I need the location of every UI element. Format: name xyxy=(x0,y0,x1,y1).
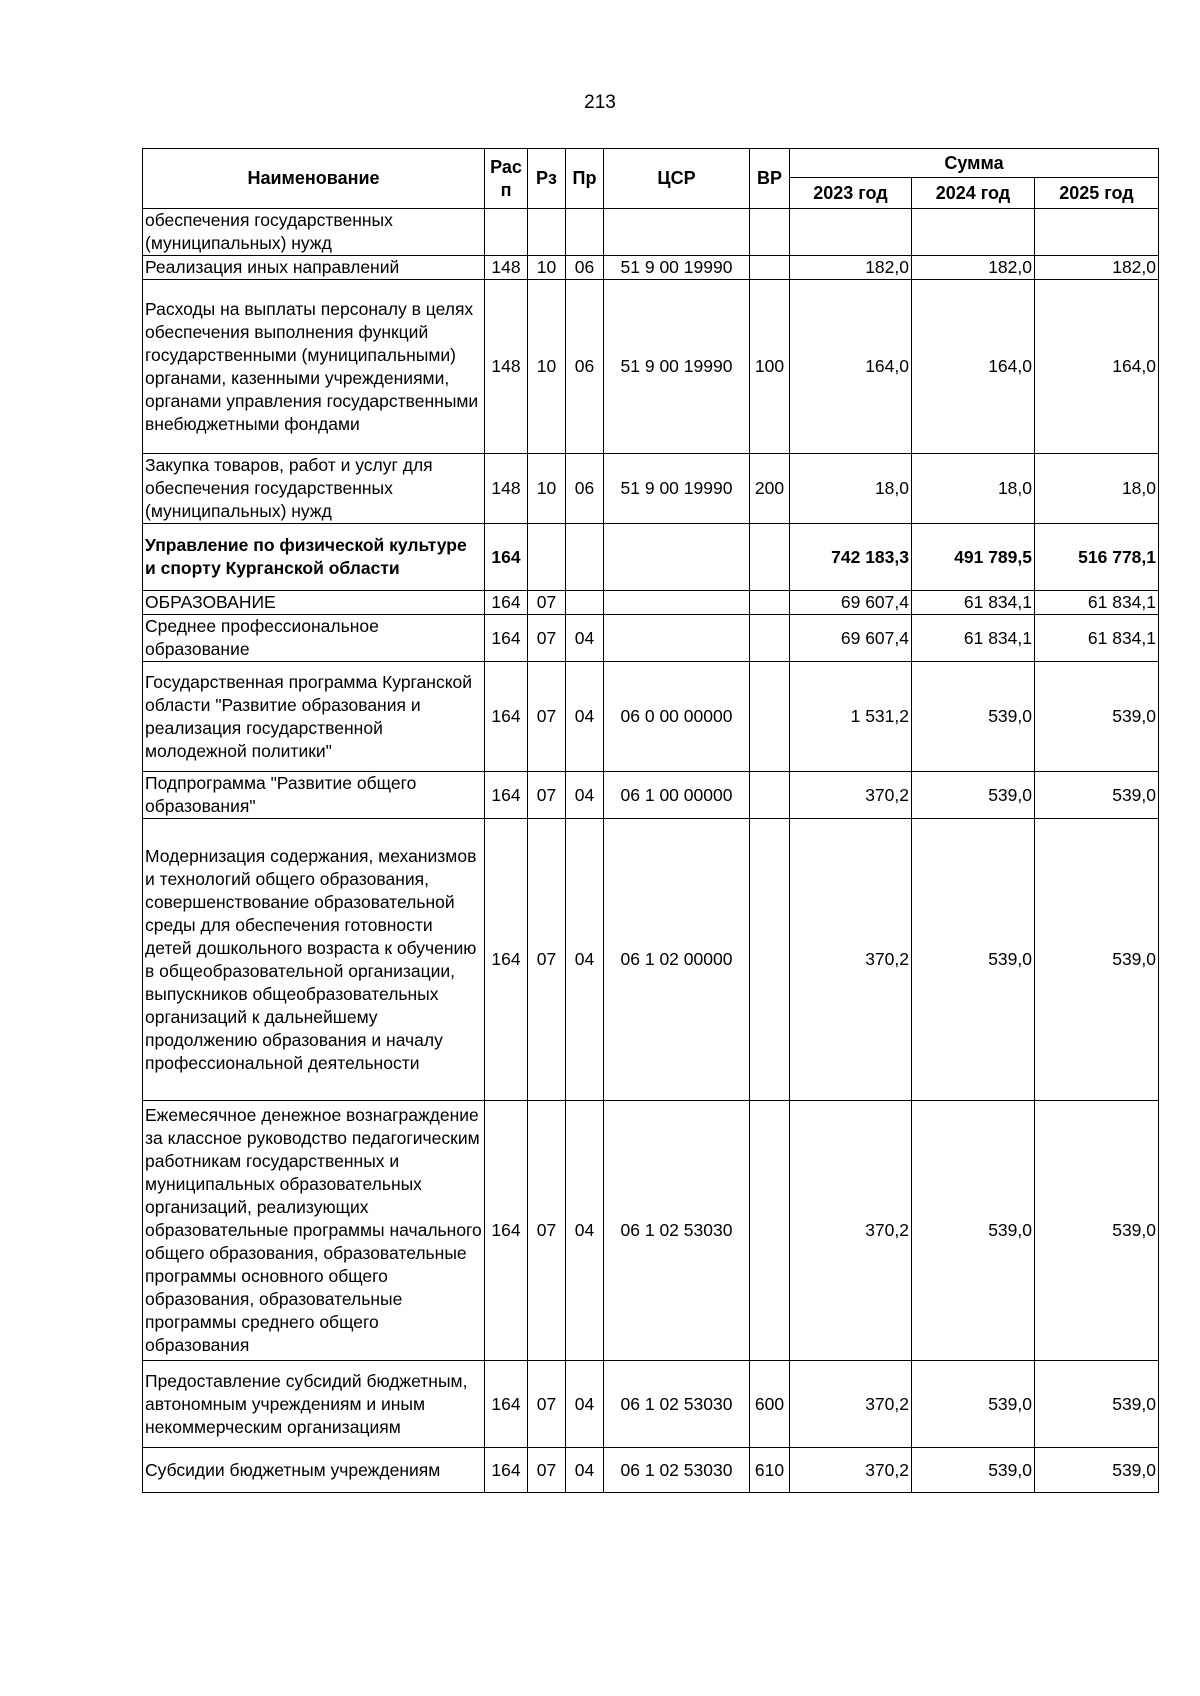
cell-amount-2023: 18,0 xyxy=(790,454,912,524)
cell-csr: 06 1 00 00000 xyxy=(604,772,750,819)
cell-amount-2024: 539,0 xyxy=(912,772,1035,819)
cell-amount-2024: 61 834,1 xyxy=(912,591,1035,615)
cell-pr: 04 xyxy=(566,1448,604,1493)
cell-amount-2023: 69 607,4 xyxy=(790,591,912,615)
cell-name: Модернизация содержания, механизмов и технологий общего образования, совершенствование образовательной среды для обеспечения готовности детей дошкольного возраста к обучению в общеобразовательной организации, выпускников общеобразовательных организаций к дальнейшему продолжению образования и началу профессиональной деятельности xyxy=(143,819,485,1101)
cell-amount-2025: 61 834,1 xyxy=(1035,615,1159,662)
header-vr: ВР xyxy=(750,149,790,209)
cell-name: Государственная программа Курганской области "Развитие образования и реализация государственной молодежной политики" xyxy=(143,662,485,772)
cell-vr xyxy=(750,819,790,1101)
cell-rasp: 164 xyxy=(485,819,528,1101)
cell-pr xyxy=(566,209,604,256)
cell-amount-2023: 370,2 xyxy=(790,1361,912,1448)
cell-pr xyxy=(566,524,604,591)
table-row xyxy=(143,1361,1159,1448)
cell-pr xyxy=(566,591,604,615)
cell-rz: 10 xyxy=(528,256,566,280)
cell-name: ОБРАЗОВАНИЕ xyxy=(143,591,485,615)
cell-csr: 51 9 00 19990 xyxy=(604,256,750,280)
cell-name: Расходы на выплаты персоналу в целях обеспечения выполнения функций государственными (муниципальными) органами, казенными учреждениями, органами управления государственными внебюджетными фондами xyxy=(143,280,485,454)
cell-name: Предоставление субсидий бюджетным, автономным учреждениям и иным некоммерческим организациям xyxy=(143,1361,485,1448)
cell-rz: 07 xyxy=(528,772,566,819)
cell-amount-2025: 164,0 xyxy=(1035,280,1159,454)
cell-rasp: 148 xyxy=(485,454,528,524)
cell-rz xyxy=(528,524,566,591)
cell-amount-2025: 182,0 xyxy=(1035,256,1159,280)
cell-pr: 06 xyxy=(566,256,604,280)
cell-amount-2025: 516 778,1 xyxy=(1035,524,1159,591)
cell-rasp: 164 xyxy=(485,1448,528,1493)
cell-csr xyxy=(604,615,750,662)
cell-amount-2024: 164,0 xyxy=(912,280,1035,454)
cell-name: Подпрограмма "Развитие общего образования" xyxy=(143,772,485,819)
cell-csr: 51 9 00 19990 xyxy=(604,454,750,524)
cell-name: Среднее профессиональное образование xyxy=(143,615,485,662)
cell-name: Реализация иных направлений xyxy=(143,256,485,280)
table-row xyxy=(143,1101,1159,1361)
cell-amount-2024: 18,0 xyxy=(912,454,1035,524)
cell-amount-2023: 742 183,3 xyxy=(790,524,912,591)
cell-name: обеспечения государственных (муниципальных) нужд xyxy=(143,209,485,256)
cell-amount-2023: 370,2 xyxy=(790,1101,912,1361)
cell-amount-2025: 539,0 xyxy=(1035,1448,1159,1493)
cell-amount-2024: 539,0 xyxy=(912,1448,1035,1493)
cell-amount-2024: 539,0 xyxy=(912,819,1035,1101)
cell-rasp xyxy=(485,209,528,256)
cell-amount-2024 xyxy=(912,209,1035,256)
table-row xyxy=(143,209,1159,256)
cell-amount-2023: 1 531,2 xyxy=(790,662,912,772)
cell-csr: 06 1 02 00000 xyxy=(604,819,750,1101)
header-rz: Рз xyxy=(528,149,566,209)
cell-rz: 07 xyxy=(528,591,566,615)
cell-amount-2024: 491 789,5 xyxy=(912,524,1035,591)
header-year-2024: 2024 год xyxy=(912,178,1035,209)
table-row xyxy=(143,524,1159,591)
cell-amount-2025: 539,0 xyxy=(1035,662,1159,772)
table-header xyxy=(143,149,1159,209)
cell-amount-2024: 539,0 xyxy=(912,1101,1035,1361)
cell-rz: 07 xyxy=(528,1101,566,1361)
header-sum: Сумма xyxy=(790,149,1159,178)
cell-rz: 07 xyxy=(528,819,566,1101)
cell-vr: 600 xyxy=(750,1361,790,1448)
cell-csr: 51 9 00 19990 xyxy=(604,280,750,454)
cell-pr: 04 xyxy=(566,615,604,662)
header-name: Наименование xyxy=(143,149,485,209)
cell-csr: 06 0 00 00000 xyxy=(604,662,750,772)
cell-vr: 610 xyxy=(750,1448,790,1493)
cell-rasp: 164 xyxy=(485,591,528,615)
cell-amount-2025: 61 834,1 xyxy=(1035,591,1159,615)
cell-csr: 06 1 02 53030 xyxy=(604,1101,750,1361)
table-row xyxy=(143,256,1159,280)
cell-amount-2025: 18,0 xyxy=(1035,454,1159,524)
header-year-2023: 2023 год xyxy=(790,178,912,209)
cell-rasp: 164 xyxy=(485,524,528,591)
cell-amount-2025: 539,0 xyxy=(1035,1101,1159,1361)
cell-vr xyxy=(750,772,790,819)
cell-rz: 07 xyxy=(528,615,566,662)
cell-rasp: 164 xyxy=(485,615,528,662)
cell-amount-2023: 370,2 xyxy=(790,772,912,819)
cell-vr xyxy=(750,662,790,772)
cell-vr xyxy=(750,209,790,256)
table-row xyxy=(143,615,1159,662)
cell-amount-2023: 182,0 xyxy=(790,256,912,280)
cell-name: Управление по физической культуре и спорту Курганской области xyxy=(143,524,485,591)
cell-name: Ежемесячное денежное вознаграждение за классное руководство педагогическим работникам государственных и муниципальных образовательных организаций, реализующих образовательные программы начального общего образования, образовательные программы основного общего образования, образовательные программы среднего общего образования xyxy=(143,1101,485,1361)
header-csr: ЦСР xyxy=(604,149,750,209)
cell-vr xyxy=(750,591,790,615)
page-number: 213 xyxy=(584,92,616,113)
cell-vr xyxy=(750,256,790,280)
cell-pr: 04 xyxy=(566,1361,604,1448)
cell-name: Субсидии бюджетным учреждениям xyxy=(143,1448,485,1493)
table-row xyxy=(143,662,1159,772)
cell-rasp: 148 xyxy=(485,280,528,454)
cell-pr: 04 xyxy=(566,1101,604,1361)
table-body xyxy=(143,209,1159,1493)
cell-rasp: 164 xyxy=(485,1361,528,1448)
cell-pr: 04 xyxy=(566,772,604,819)
cell-amount-2023: 370,2 xyxy=(790,819,912,1101)
header-rasp: Рас п xyxy=(485,149,528,209)
cell-pr: 06 xyxy=(566,454,604,524)
cell-rz: 07 xyxy=(528,1361,566,1448)
table-row xyxy=(143,280,1159,454)
cell-pr: 04 xyxy=(566,819,604,1101)
cell-amount-2024: 539,0 xyxy=(912,662,1035,772)
header-pr: Пр xyxy=(566,149,604,209)
cell-rz: 07 xyxy=(528,662,566,772)
cell-vr xyxy=(750,615,790,662)
cell-amount-2023: 370,2 xyxy=(790,1448,912,1493)
cell-amount-2025: 539,0 xyxy=(1035,772,1159,819)
cell-name: Закупка товаров, работ и услуг для обеспечения государственных (муниципальных) нужд xyxy=(143,454,485,524)
table-row xyxy=(143,1448,1159,1493)
cell-rasp: 164 xyxy=(485,662,528,772)
cell-amount-2024: 182,0 xyxy=(912,256,1035,280)
cell-amount-2023: 69 607,4 xyxy=(790,615,912,662)
cell-pr: 06 xyxy=(566,280,604,454)
cell-rasp: 164 xyxy=(485,772,528,819)
cell-vr xyxy=(750,1101,790,1361)
cell-csr: 06 1 02 53030 xyxy=(604,1448,750,1493)
table-row xyxy=(143,454,1159,524)
cell-amount-2025: 539,0 xyxy=(1035,819,1159,1101)
table-row xyxy=(143,819,1159,1101)
cell-csr xyxy=(604,524,750,591)
cell-amount-2024: 61 834,1 xyxy=(912,615,1035,662)
table-row xyxy=(143,591,1159,615)
cell-rz: 10 xyxy=(528,454,566,524)
cell-rz: 07 xyxy=(528,1448,566,1493)
cell-csr xyxy=(604,591,750,615)
header-year-2025: 2025 год xyxy=(1035,178,1159,209)
cell-rz: 10 xyxy=(528,280,566,454)
cell-amount-2023: 164,0 xyxy=(790,280,912,454)
cell-amount-2023 xyxy=(790,209,912,256)
cell-vr: 100 xyxy=(750,280,790,454)
table-row xyxy=(143,772,1159,819)
cell-vr: 200 xyxy=(750,454,790,524)
cell-csr: 06 1 02 53030 xyxy=(604,1361,750,1448)
cell-csr xyxy=(604,209,750,256)
budget-table xyxy=(142,148,1159,1493)
cell-rasp: 164 xyxy=(485,1101,528,1361)
cell-vr xyxy=(750,524,790,591)
cell-rz xyxy=(528,209,566,256)
cell-amount-2025 xyxy=(1035,209,1159,256)
cell-amount-2025: 539,0 xyxy=(1035,1361,1159,1448)
cell-amount-2024: 539,0 xyxy=(912,1361,1035,1448)
cell-rasp: 148 xyxy=(485,256,528,280)
cell-pr: 04 xyxy=(566,662,604,772)
